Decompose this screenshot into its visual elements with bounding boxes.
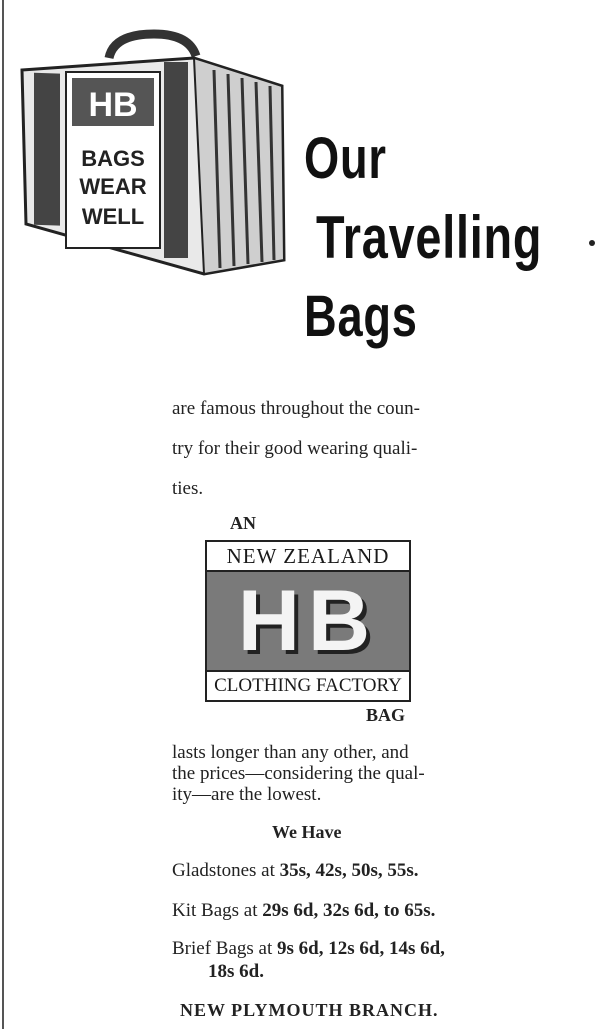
headline-line-2: Travelling <box>316 204 543 271</box>
brief-bags-label: Brief Bags at <box>172 938 273 959</box>
logo-bottom-text: CLOTHING FACTORY <box>207 670 409 700</box>
suitcase-badge-letters: HB <box>88 86 138 124</box>
intro-line-3: ties. <box>172 478 204 499</box>
logo-prefix: AN <box>230 513 256 533</box>
brief-bags-prices: 9s 6d, 12s 6d, 14s 6d, <box>277 938 445 959</box>
headline-dot <box>589 240 595 246</box>
logo-center-panel <box>207 572 409 670</box>
headline-line-1: Our <box>304 126 387 191</box>
brief-bags-prices-cont: 18s 6d. <box>208 961 264 982</box>
headline-line-3: Bags <box>304 284 418 349</box>
brief-bags-row <box>172 938 445 960</box>
suitcase-label-line-1: BAGS <box>81 146 145 171</box>
branch-name: NEW PLYMOUTH BRANCH. <box>180 1000 439 1020</box>
description-line-2: the prices—considering the qual- <box>172 763 425 784</box>
description-line-3: ity—are the lowest. <box>172 784 322 805</box>
intro-line-1: are famous throughout the coun- <box>172 398 420 419</box>
logo-top-text: NEW ZEALAND <box>207 542 409 572</box>
gladstones-row <box>172 860 418 882</box>
gladstones-prices: 35s, 42s, 50s, 55s. <box>279 860 419 881</box>
logo-suffix: BAG <box>366 705 406 725</box>
description-line-1: lasts longer than any other, and <box>172 742 409 763</box>
suitcase-label-line-2: WEAR <box>79 174 147 199</box>
kit-bags-label: Kit Bags at <box>172 900 258 921</box>
gladstones-label: Gladstones at <box>172 860 275 881</box>
kit-bags-row <box>172 900 435 922</box>
intro-line-2: try for their good wearing quali- <box>172 438 418 459</box>
kit-bags-prices: 29s 6d, 32s 6d, to 65s. <box>262 900 436 921</box>
we-have-heading: We Have <box>272 822 342 842</box>
page-edge-line <box>2 0 4 1029</box>
suitcase-label-line-3: WELL <box>81 204 145 229</box>
suitcase-illustration <box>14 28 296 280</box>
logo-letters: HB <box>237 573 379 669</box>
hb-logo <box>205 540 411 702</box>
